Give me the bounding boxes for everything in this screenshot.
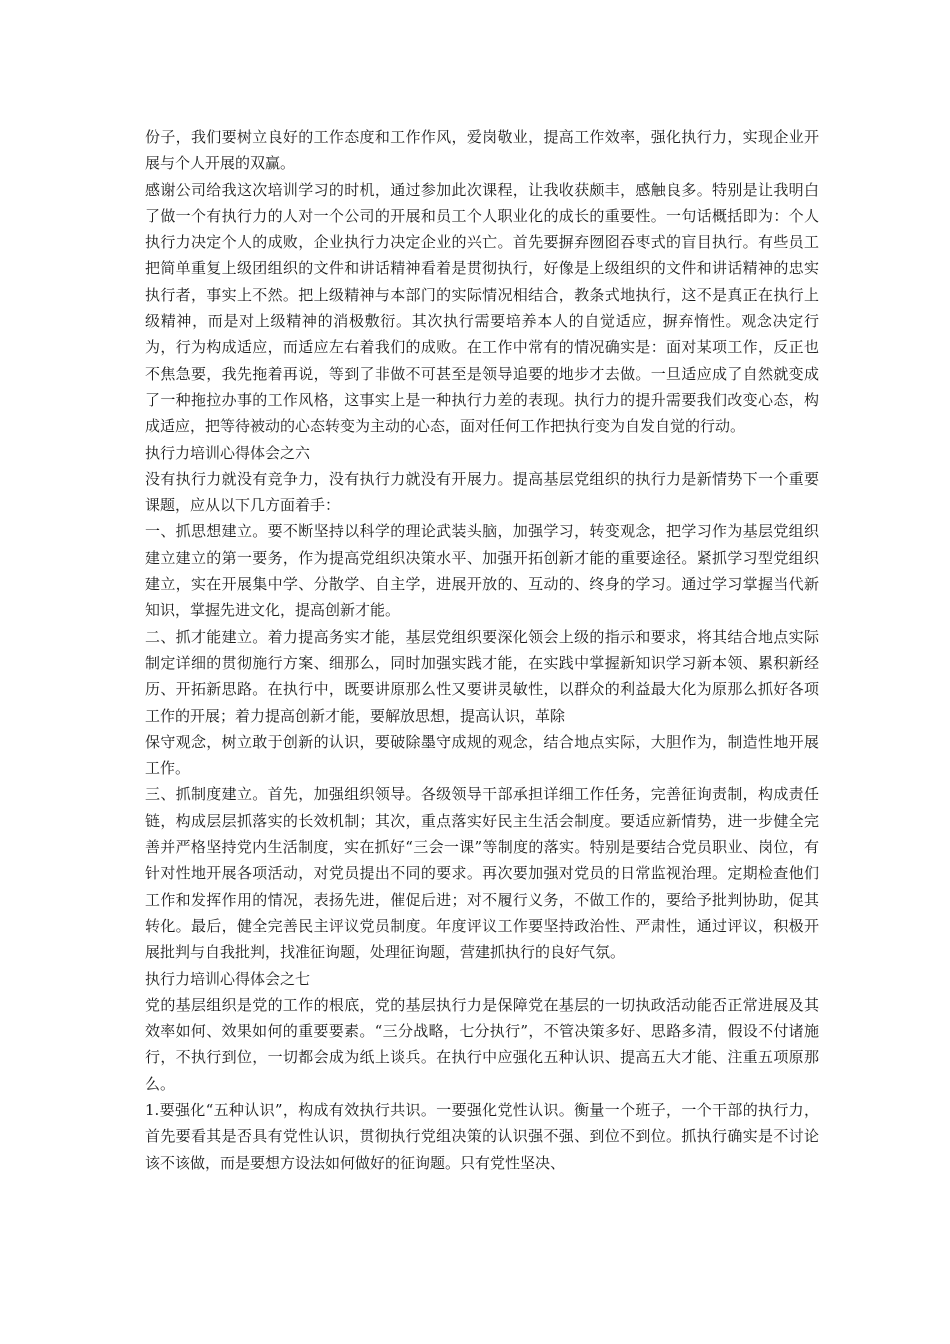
paragraph: 一、抓思想建立。要不断坚持以科学的理论武装头脑，加强学习，转变观念，把学习作为基层党组织建立建立的第一要务，作为提高党组织决策水平、加强开拓创新才能的重要途径。紧抓学习型党组织建立，实在开展集中学、分散学、自主学，进展开放的、互动的、终身的学习。通过学习掌握当代新知识，掌握先进文化，提高创新才能。 bbox=[145, 522, 819, 620]
paragraph: 份子，我们要树立良好的工作态度和工作作风，爱岗敬业，提高工作效率，强化执行力，实现企业开展与个人开展的双赢。 bbox=[145, 128, 819, 173]
document-page bbox=[145, 124, 819, 1176]
paragraph: 保守观念，树立敢于创新的认识，要破除墨守成规的观念，结合地点实际，大胆作为，制造性地开展工作。 bbox=[145, 732, 819, 778]
paragraph: 二、抓才能建立。着力提高务实才能，基层党组织要深化领会上级的指示和要求，将其结合地点实际制定详细的贯彻施行方案、细那么，同时加强实践才能，在实践中掌握新知识学习新本领、累积新经历、开拓新思路。在执行中，既要讲原那么性又要讲灵敏性，以群众的利益最大化为原那么抓好各项工作的开展；着力提高创新才能，要解放思想，提高认识，革除 bbox=[145, 627, 819, 725]
section-heading: 执行力培训心得体会之六 bbox=[145, 443, 311, 462]
section-heading: 执行力培训心得体会之七 bbox=[145, 969, 311, 988]
paragraph: 没有执行力就没有竞争力，没有执行力就没有开展力。提高基层党组织的执行力是新情势下一个重要课题，应从以下几方面着手： bbox=[145, 469, 819, 515]
paragraph: 党的基层组织是党的工作的根底，党的基层执行力是保障党在基层的一切执政活动能否正常进展及其效率如何、效果如何的重要要素。“三分战略，七分执行”，不管决策多好、思路多清，假设不付诸施行，不执行到位，一切都会成为纸上谈兵。在执行中应强化五种认识、提高五大才能、注重五项原那么。 bbox=[145, 995, 819, 1093]
paragraph: 1.要强化“五种认识”，构成有效执行共识。一要强化党性认识。衡量一个班子，一个干部的执行力，首先要看其是否具有党性认识，贯彻执行党组决策的认识强不强、到位不到位。抓执行确实是不讨论该不该做，而是要想方设法如何做好的征询题。只有党性坚决、 bbox=[145, 1100, 819, 1172]
paragraph: 感谢公司给我这次培训学习的时机，通过参加此次课程，让我收获颇丰，感触良多。特别是让我明白了做一个有执行力的人对一个公司的开展和员工个人职业化的成长的重要性。一句话概括即为：个人执行力决定个人的成败，企业执行力决定企业的兴亡。首先要摒弃囫囵吞枣式的盲目执行。有些员工把简单重复上级团组织的文件和讲话精神看着是贯彻执行，好像是上级组织的文件和讲话精神的忠实执行者，事实上不然。把上级精神与本部门的实际情况相结合，教条式地执行，这不是真正在执行上级精神，而是对上级精神的消极敷衍。其次执行需要培养本人的自觉适应，摒弃惰性。观念决定行为，行为构成适应，而适应左右着我们的成败。在工作中常有的情况确实是：面对某项工作，反正也不焦急要，我先拖着再说，等到了非做不可甚至是领导追要的地步才去做。一旦适应成了自然就变成了一种拖拉办事的工作风格，这事实上是一种执行力差的表现。执行力的提升需要我们改变心态，构成适应，把等待被动的心态转变为主动的心态，面对任何工作把执行变为自发自觉的行动。 bbox=[145, 180, 819, 436]
paragraph: 三、抓制度建立。首先，加强组织领导。各级领导干部承担详细工作任务，完善征询责制，构成责任链，构成层层抓落实的长效机制；其次，重点落实好民主生活会制度。要适应新情势，进一步健全完善并严格坚持党内生活制度，实在抓好“三会一课”等制度的落实。特别是要结合党员职业、岗位，有针对性地开展各项活动，对党员提出不同的要求。再次要加强对党员的日常监视治理。定期检查他们工作和发挥作用的情况，表扬先进，催促后进；对不履行义务，不做工作的，要给予批判协助，促其转化。最后，健全完善民主评议党员制度。年度评议工作要坚持政治性、严肃性，通过评议，积极开展批判与自我批判，找准征询题，处理征询题，营建抓执行的良好气氛。 bbox=[145, 785, 819, 962]
